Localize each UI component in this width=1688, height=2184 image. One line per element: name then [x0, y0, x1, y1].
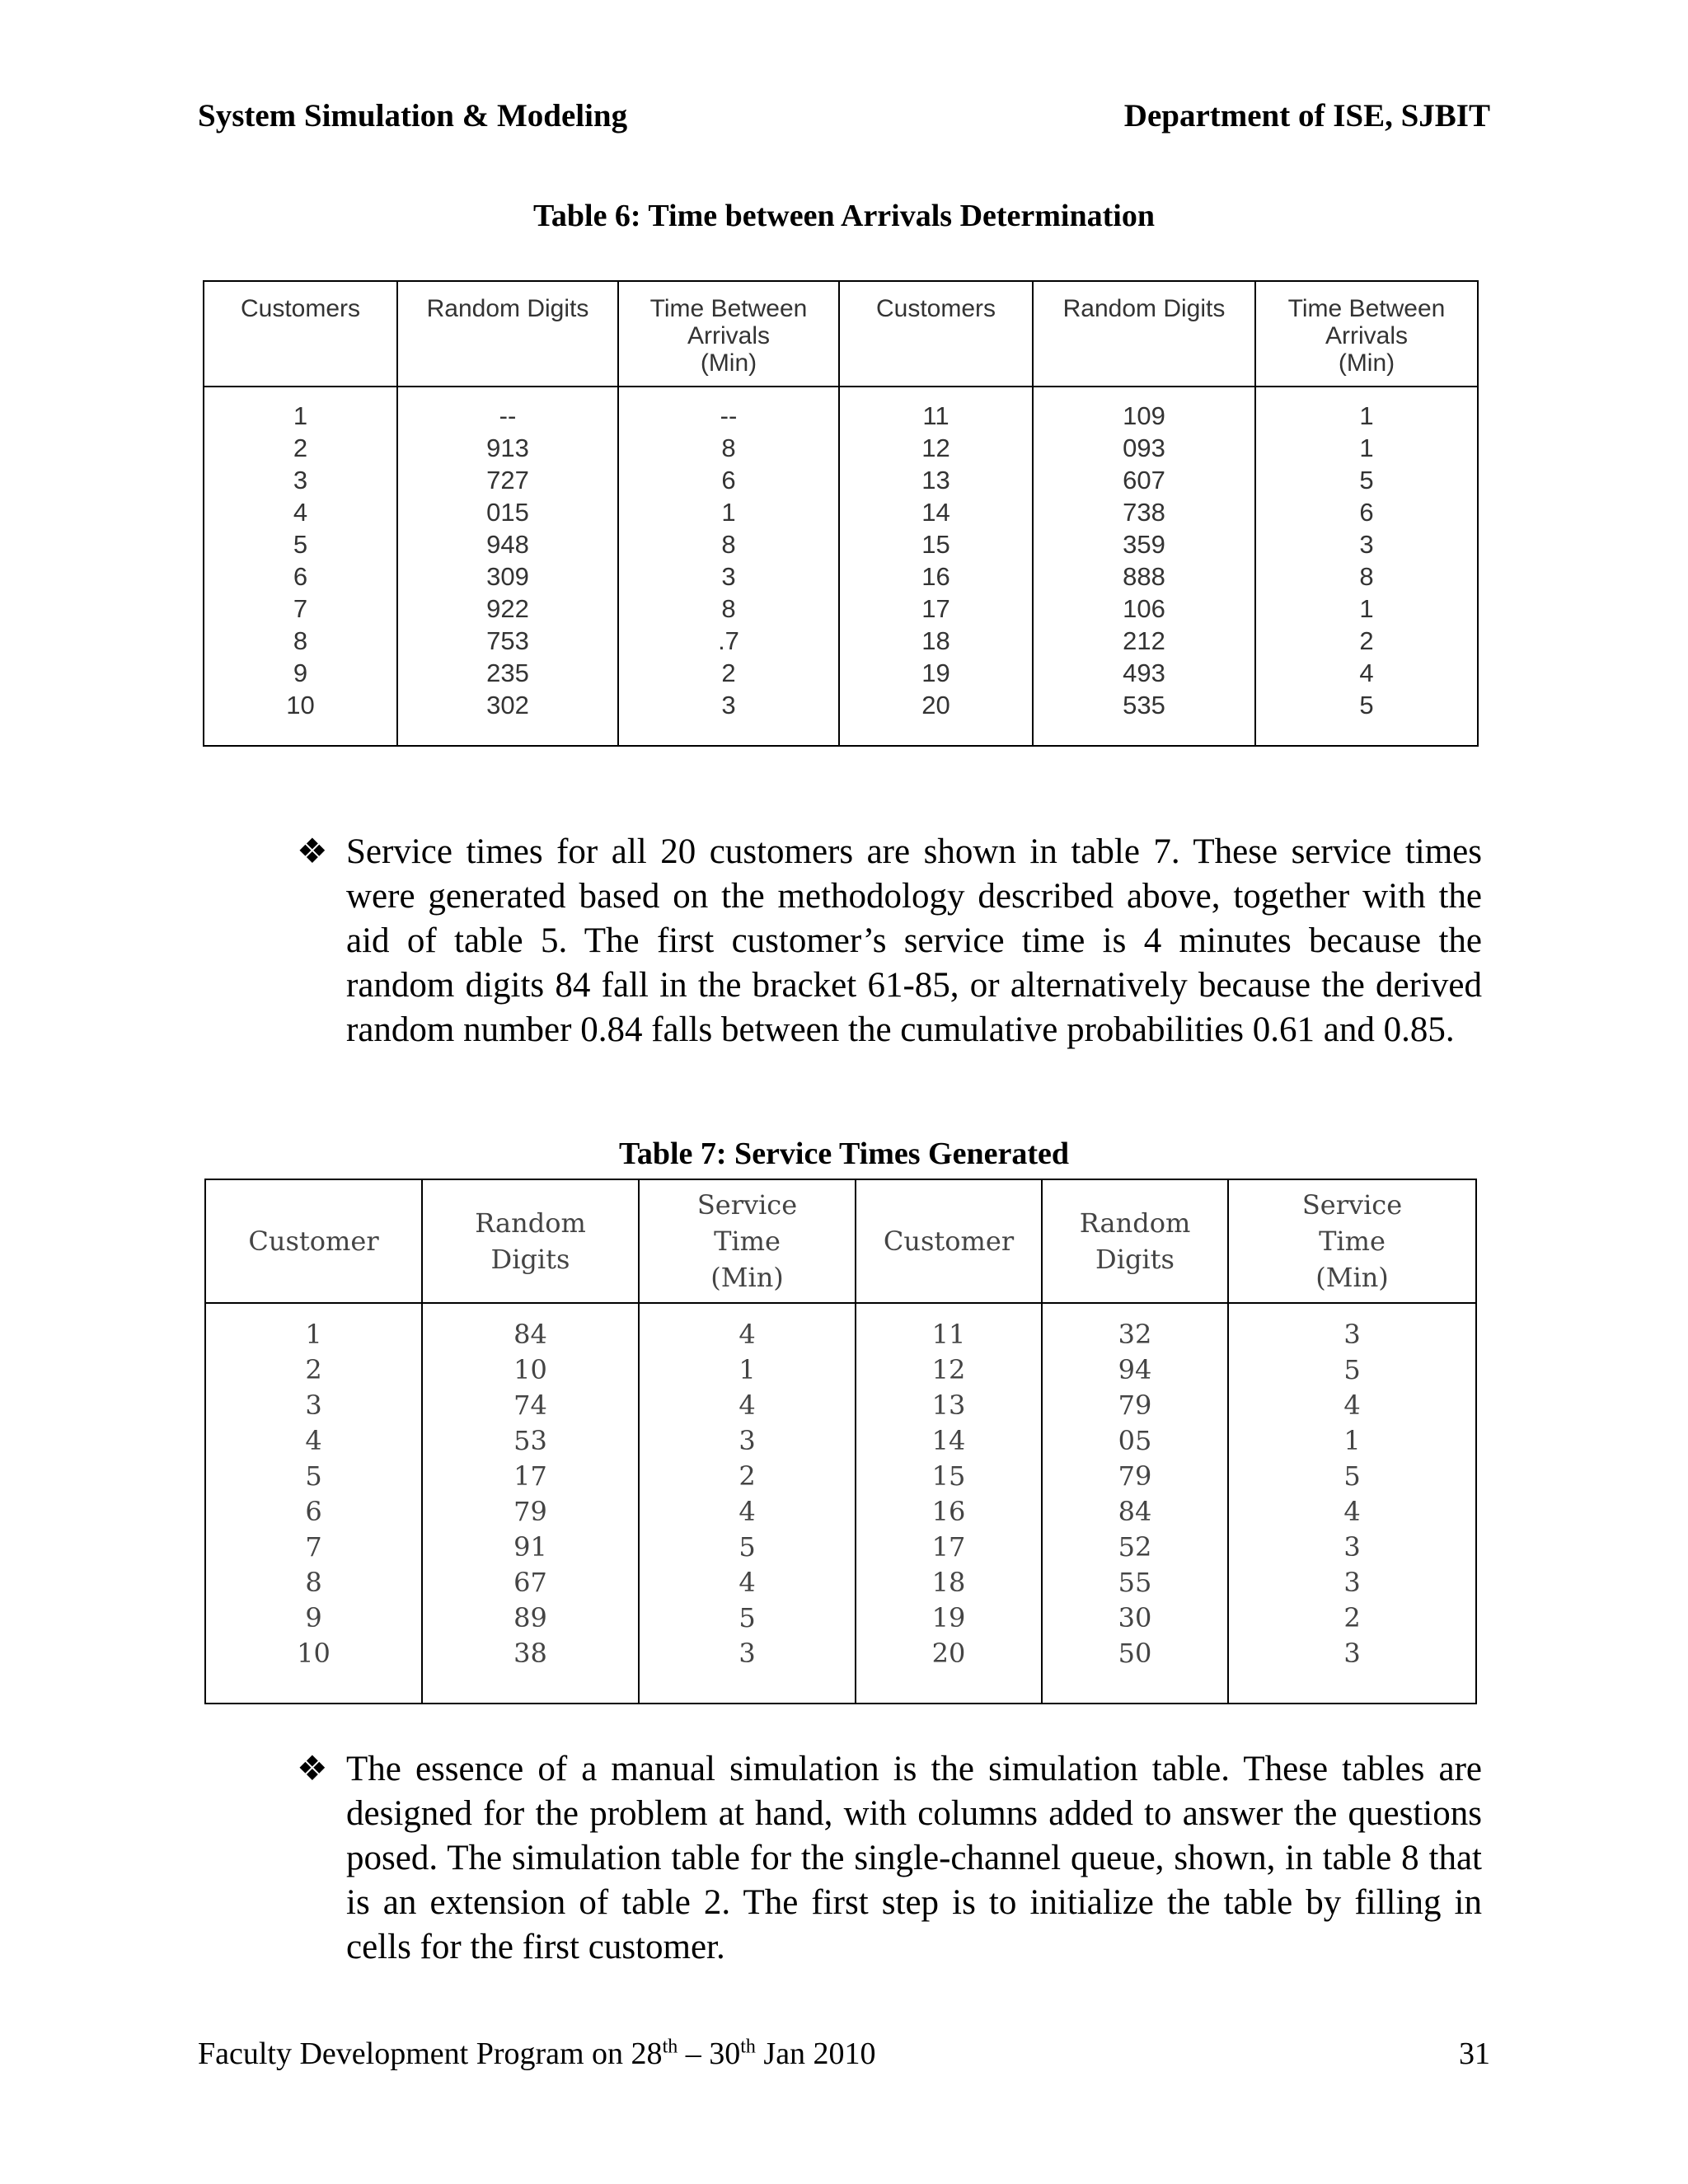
- table6-value: 738: [1123, 498, 1165, 527]
- table6-value: 1: [1359, 434, 1374, 462]
- table7-value: 7: [305, 1531, 322, 1563]
- table6-value: 4: [293, 498, 308, 527]
- table6-header-text: Arrivals: [1325, 322, 1408, 349]
- table7-value: 3: [738, 1425, 756, 1456]
- table6-header-text: Customers: [875, 295, 996, 322]
- paragraph-service-times: Service times for all 20 customers are shown in table 7. These service times were generated based on the methodology described above, together with the aid of table 5. The first customer’s service time is 4 minutes because the random digits 84 fall in the bracket 61-85, or alternatively because the derived random number 0.84 falls between the cumulative probabilities 0.61 and 0.85.: [346, 832, 1482, 1049]
- table7-value: 5: [1343, 1354, 1361, 1385]
- table6-header-text: Random Digits: [426, 295, 589, 322]
- table7-value: 1: [1343, 1425, 1361, 1456]
- table6-value: 8: [721, 434, 736, 462]
- table7-value: 2: [305, 1354, 322, 1385]
- table6-header-row: [204, 281, 1478, 387]
- footer-suffix: Jan 2010: [755, 2036, 876, 2071]
- table7-value: 10: [513, 1354, 547, 1385]
- table7-value: 5: [1343, 1460, 1361, 1492]
- table6-value: 309: [486, 562, 529, 591]
- table6-value: 5: [293, 530, 308, 559]
- table7-service-times: [204, 1179, 1477, 1704]
- table6-value: 753: [486, 626, 529, 655]
- table7-column-cell: [205, 1303, 422, 1704]
- table7-header-cell: [1042, 1179, 1228, 1303]
- table6-column-cell: [1033, 387, 1255, 746]
- table6-column-cell: [397, 387, 618, 746]
- table6-value: 13: [921, 466, 950, 494]
- table7-value: 14: [931, 1425, 966, 1456]
- table6-value: 3: [1359, 530, 1374, 559]
- table7-value: 13: [931, 1390, 966, 1421]
- table7-value: 16: [931, 1496, 966, 1527]
- table7-header-cell: [422, 1179, 639, 1303]
- table6-value: 10: [286, 691, 315, 719]
- table6-value: 6: [1359, 498, 1374, 527]
- table7-value: 4: [738, 1496, 756, 1527]
- table6-header-cell: [618, 281, 839, 387]
- table7-value: 89: [513, 1602, 547, 1633]
- footer-dash: – 30: [678, 2036, 741, 2071]
- table6-value: 7: [293, 594, 308, 623]
- table7-value: 19: [931, 1602, 966, 1633]
- table6-column-cell: [1255, 387, 1478, 746]
- table7-body-row: [205, 1303, 1476, 1704]
- table7-value: 38: [513, 1638, 547, 1669]
- table7-value: 79: [1118, 1390, 1152, 1421]
- table7-value: 8: [305, 1567, 322, 1598]
- table7-value: 9: [305, 1602, 322, 1633]
- table7-value: 74: [513, 1390, 547, 1421]
- table7-value: 30: [1118, 1602, 1152, 1633]
- footer-prefix: Faculty Development Program on 28: [198, 2036, 663, 2071]
- table7-value: 4: [738, 1567, 756, 1598]
- table6-value: --: [720, 401, 738, 430]
- table6-value: 11: [922, 401, 950, 430]
- table7-header-text: Service: [1301, 1189, 1403, 1221]
- table7-value: 32: [1118, 1319, 1152, 1350]
- table6-value: 109: [1123, 401, 1165, 430]
- table6-header-text: Time Between: [649, 295, 808, 322]
- table7-value: 17: [931, 1531, 966, 1563]
- table7-column-cell: [422, 1303, 639, 1704]
- table7-header-text: Time: [1319, 1226, 1386, 1257]
- table7-column-cell: [1042, 1303, 1228, 1704]
- table6-value: 106: [1123, 594, 1165, 623]
- table6-time-between-arrivals: [203, 280, 1479, 747]
- table7-header-text: Customer: [883, 1226, 1015, 1257]
- table7-value: 84: [513, 1319, 547, 1350]
- table6-caption: Table 6: Time between Arrivals Determination: [533, 199, 1155, 233]
- table7-value: 5: [738, 1602, 756, 1633]
- table7-value: 1: [738, 1354, 756, 1385]
- table7-value: 20: [931, 1638, 966, 1669]
- table6-header-text: Customers: [240, 295, 361, 322]
- table7-value: 79: [1118, 1460, 1152, 1492]
- table6-value: 888: [1123, 562, 1165, 591]
- bullet-icon: ❖: [297, 1750, 328, 1788]
- table6-value: 6: [293, 562, 308, 591]
- table7-value: 4: [305, 1425, 322, 1456]
- table7-value: 5: [738, 1531, 756, 1563]
- table6-header-cell: [839, 281, 1033, 387]
- table7-column-cell: [1228, 1303, 1476, 1704]
- running-header-title: System Simulation & Modeling: [198, 98, 628, 134]
- table6-header-text: Random Digits: [1062, 295, 1226, 322]
- table6-value: 3: [293, 466, 308, 494]
- table7-value: 52: [1118, 1531, 1152, 1563]
- table6-value: 14: [921, 498, 950, 527]
- table6-column-cell: [618, 387, 839, 746]
- table7-value: 18: [931, 1567, 966, 1598]
- table7-header-text: (Min): [1315, 1262, 1389, 1293]
- table7-value: 94: [1118, 1354, 1152, 1385]
- table6-header-text: (Min): [1338, 349, 1395, 377]
- table6-header-text: Arrivals: [687, 322, 770, 349]
- table7-value: 55: [1118, 1567, 1152, 1598]
- table6-value: 12: [921, 434, 950, 462]
- table6-value: 922: [486, 594, 529, 623]
- table7-header-cell: [1228, 1179, 1476, 1303]
- table6-value: 607: [1123, 466, 1165, 494]
- page-number: 31: [1459, 2036, 1490, 2071]
- table7-header-row: [205, 1179, 1476, 1303]
- table7-header-text: Random: [475, 1207, 586, 1239]
- table6-header-cell: [204, 281, 397, 387]
- table6-value: 1: [293, 401, 308, 430]
- table7-header-text: Digits: [1095, 1244, 1175, 1275]
- table6-value: 2: [293, 434, 308, 462]
- footer-program: [198, 2036, 876, 2072]
- table6-value: 2: [721, 658, 736, 687]
- table7-value: 5: [305, 1460, 322, 1492]
- table6-value: 17: [921, 594, 950, 623]
- table7-value: 2: [738, 1460, 756, 1492]
- table7-value: 3: [1343, 1319, 1361, 1350]
- table7-value: 4: [738, 1319, 756, 1350]
- table6-value: --: [499, 401, 517, 430]
- table7-value: 79: [513, 1496, 547, 1527]
- table6-value: 8: [721, 530, 736, 559]
- table7-value: 4: [1343, 1496, 1361, 1527]
- table6-value: 1: [1359, 401, 1374, 430]
- table7-header-cell: [205, 1179, 422, 1303]
- table7-header-cell: [639, 1179, 856, 1303]
- table6-value: 3: [721, 691, 736, 719]
- paragraph-simulation-table: The essence of a manual simulation is the simulation table. These tables are designed for the problem at hand, with columns added to answer the questions posed. The simulation table for the single-channel queue, shown, in table 8 that is an extension of table 2. The first step is to initialize the table by filling in cells for the first customer.: [346, 1750, 1482, 1966]
- table7-value: 3: [1343, 1567, 1361, 1598]
- table6-value: 20: [921, 691, 950, 719]
- table7-value: 6: [305, 1496, 322, 1527]
- table7-value: 3: [1343, 1531, 1361, 1563]
- table6-value: 18: [921, 626, 950, 655]
- table7-value: 67: [513, 1567, 547, 1598]
- table7-value: 50: [1118, 1638, 1152, 1669]
- bullet-icon: ❖: [297, 833, 328, 871]
- table7-header-text: (Min): [710, 1262, 784, 1293]
- table7-value: 53: [513, 1425, 547, 1456]
- table6-value: 15: [921, 530, 950, 559]
- running-header-department: Department of ISE, SJBIT: [1123, 98, 1490, 134]
- table7-value: 10: [297, 1638, 331, 1669]
- footer-sup-1: th: [662, 2036, 678, 2058]
- table6-value: 1: [721, 498, 736, 527]
- table6-header-cell: [397, 281, 618, 387]
- table6-value: 093: [1123, 434, 1165, 462]
- table6-value: 4: [1359, 658, 1374, 687]
- table6-header-cell: [1033, 281, 1255, 387]
- table7-caption: Table 7: Service Times Generated: [618, 1137, 1069, 1171]
- table6-header-text: (Min): [700, 349, 757, 377]
- table7-value: 84: [1118, 1496, 1152, 1527]
- table6-value: 2: [1359, 626, 1374, 655]
- table6-value: 913: [486, 434, 529, 462]
- table6-value: 015: [486, 498, 529, 527]
- table6-header-text: Time Between: [1287, 295, 1446, 322]
- table7-value: 11: [931, 1319, 966, 1350]
- table6-value: 8: [1359, 562, 1374, 591]
- table6-column-cell: [839, 387, 1033, 746]
- table7-value: 4: [738, 1390, 756, 1421]
- table7-header-text: Digits: [490, 1244, 570, 1275]
- table6-value: 5: [1359, 466, 1374, 494]
- table6-value: 727: [486, 466, 529, 494]
- table6-value: 359: [1123, 530, 1165, 559]
- table7-header-text: Customer: [248, 1226, 379, 1257]
- table6-value: 19: [921, 658, 950, 687]
- table6-value: 235: [486, 658, 529, 687]
- table6-value: 493: [1123, 658, 1165, 687]
- table6-header-cell: [1255, 281, 1478, 387]
- table6-column-cell: [204, 387, 397, 746]
- table7-value: 15: [931, 1460, 966, 1492]
- table7-value: 05: [1118, 1425, 1152, 1456]
- table6-value: 212: [1123, 626, 1165, 655]
- table6-value: 302: [486, 691, 529, 719]
- table6-value: 16: [921, 562, 950, 591]
- table7-header-cell: [856, 1179, 1042, 1303]
- table6-value: 948: [486, 530, 529, 559]
- table7-value: 17: [513, 1460, 547, 1492]
- table7-value: 91: [513, 1531, 547, 1563]
- table7-header-text: Time: [714, 1226, 781, 1257]
- table6-value: 6: [721, 466, 736, 494]
- table7-value: 4: [1343, 1390, 1361, 1421]
- table7-header-text: Service: [696, 1189, 798, 1221]
- table6-value: 535: [1123, 691, 1165, 719]
- table7-column-cell: [856, 1303, 1042, 1704]
- table6-value: 8: [293, 626, 308, 655]
- table6-value: .7: [718, 626, 739, 655]
- table7-header-text: Random: [1079, 1207, 1191, 1239]
- table7-value: 1: [305, 1319, 322, 1350]
- table7-value: 3: [1343, 1638, 1361, 1669]
- table6-value: 1: [1359, 594, 1374, 623]
- table7-value: 12: [931, 1354, 966, 1385]
- table6-value: 5: [1359, 691, 1374, 719]
- table7-value: 2: [1343, 1602, 1361, 1633]
- table6-value: 3: [721, 562, 736, 591]
- table6-value: 9: [293, 658, 308, 687]
- table7-value: 3: [738, 1638, 756, 1669]
- table6-body-row: [204, 387, 1478, 746]
- table7-column-cell: [639, 1303, 856, 1704]
- table6-value: 8: [721, 594, 736, 623]
- table7-value: 3: [305, 1390, 322, 1421]
- footer-sup-2: th: [740, 2036, 756, 2058]
